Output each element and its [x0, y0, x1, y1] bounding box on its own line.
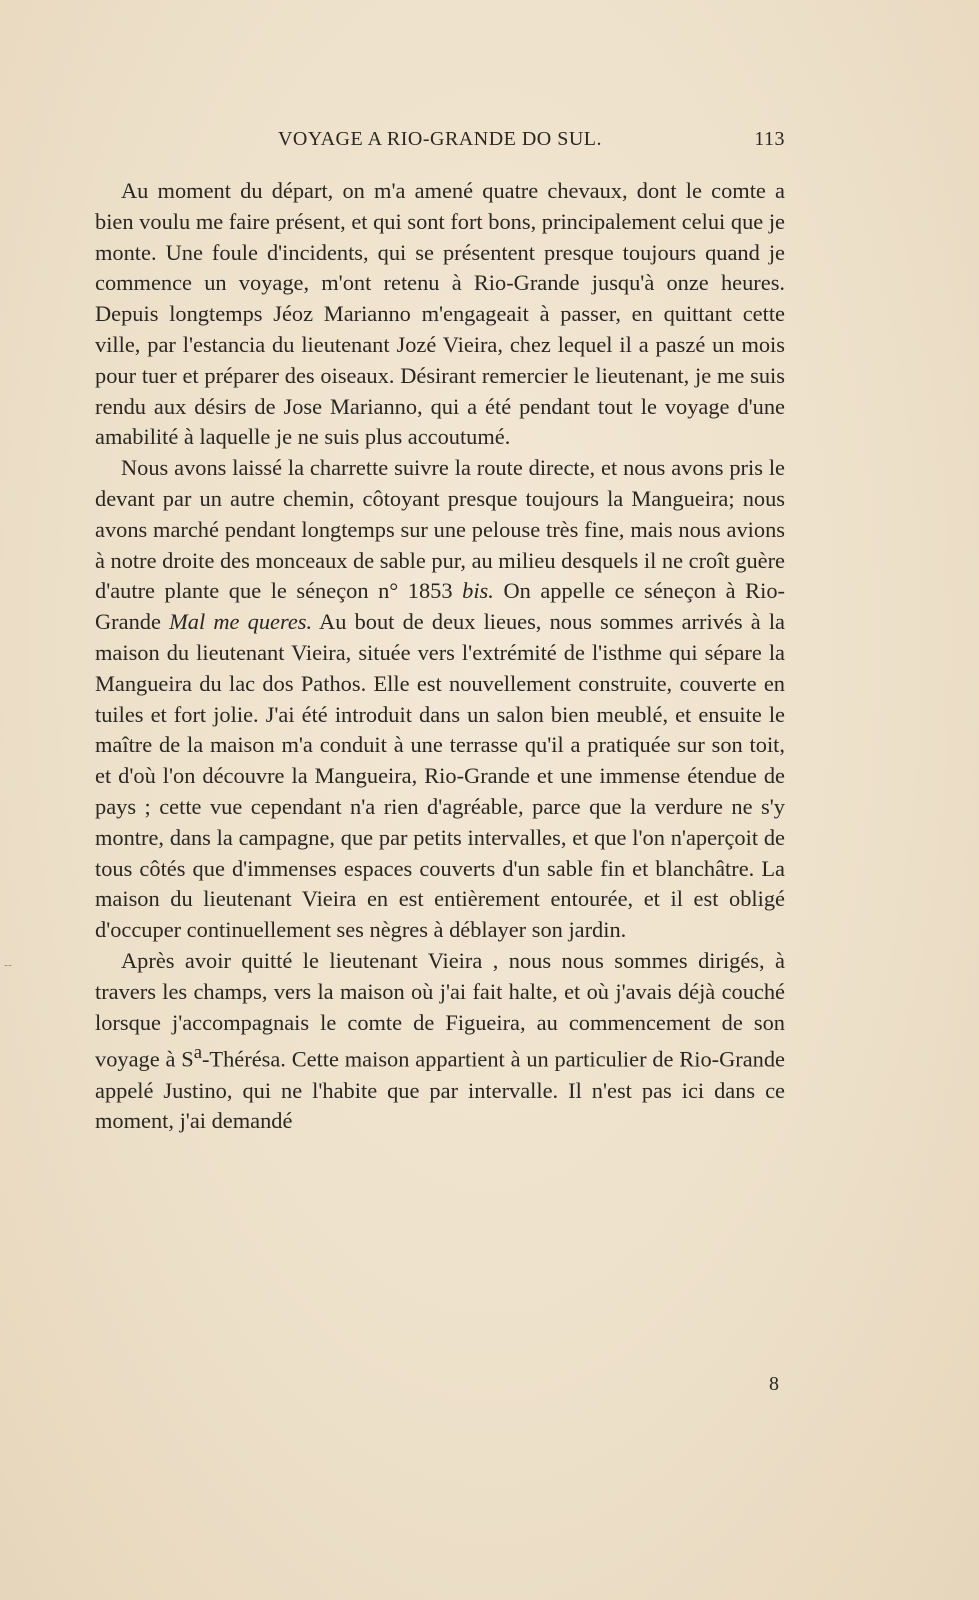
- page-number: 113: [754, 128, 785, 150]
- paragraph-2-text-b: On appelle ce séneçon à Rio-Grande: [95, 578, 785, 635]
- paragraph-3-text-a: Après avoir quitté le lieutenant Vieira , nous nous sommes dirigés, à travers les champs, vers la maison où j'ai fait halte, et où j'avais déjà couché lorsque j'accompagnais le comte de Figueira, au commencement de son voyage à S: [95, 947, 785, 1072]
- paragraph-3-superscript: a: [193, 1042, 202, 1064]
- paragraph-3-text-b: -Thérésa. Cette maison appartient à un particulier de Rio-Grande appelé Justino, qui ne l'habite que par intervalle. Il n'est pas ici dans ce moment, j'ai demandé: [95, 1046, 785, 1134]
- paragraph-2-italic-name: Mal me queres.: [169, 609, 313, 635]
- paragraph-2-text-c: Au bout de deux lieues, nous sommes arrivés à la maison du lieutenant Vieira, située vers l'extrémité de l'isthme qui sépare la Mangueira du lac dos Pathos. Elle est nouvellement construite, couverte en tuiles et fort jolie. J'ai été introduit dans un salon bien meublé, et ensuite le maître de la maison m'a conduit à une terrasse qu'il a pratiquée sur son toit, et d'où l'on découvre la Mangueira, Rio-Grande et une immense étendue de pays ; cette vue cependant n'a rien d'agréable, parce que la verdure ne s'y montre, dans la campagne, que par petits intervalles, et que l'on n'aperçoit de tous côtés que d'immenses espaces couverts d'un sable fin et blanchâtre. La maison du lieutenant Vieira en est entièrement entourée, et il est obligé d'occuper continuellement ses nègres à déblayer son jardin.: [95, 609, 785, 943]
- body-text: [95, 176, 785, 1137]
- signature-mark: 8: [769, 1373, 779, 1395]
- running-title: VOYAGE A RIO-GRANDE DO SUL.: [277, 128, 603, 150]
- running-head: [95, 128, 785, 158]
- paragraph-2-text-a: Nous avons laissé la charrette suivre la route directe, et nous avons pris le devant par un autre chemin, côtoyant presque toujours la Mangueira; nous avons marché pendant longtemps sur une pelouse très fine, mais nous avions à notre droite des monceaux de sable pur, au milieu desquels il ne croît guère d'autre plante que le séneçon n° 1853: [95, 455, 785, 604]
- paragraph-1: Au moment du départ, on m'a amené quatre chevaux, dont le comte a bien voulu me faire présent, et qui sont fort bons, principalement celui que je monte. Une foule d'incidents, qui se présentent presque toujours quand je commence un voyage, m'ont retenu à Rio-Grande jusqu'à onze heures. Depuis longtemps Jéoz Marianno m'engageait à passer, en quittant cette ville, par l'estancia du lieutenant Jozé Vieira, chez lequel il a paszé un mois pour tuer et préparer des oiseaux. Désirant remercier le lieutenant, je me suis rendu aux désirs de Jose Marianno, qui a été pendant tout le voyage d'une amabilité à laquelle je ne suis plus accoutumé.: [95, 178, 785, 450]
- paragraph-2: [95, 453, 785, 946]
- margin-mark: --: [4, 958, 13, 972]
- paragraph-2-bis: bis.: [462, 578, 494, 604]
- paragraph-3: [95, 946, 785, 1137]
